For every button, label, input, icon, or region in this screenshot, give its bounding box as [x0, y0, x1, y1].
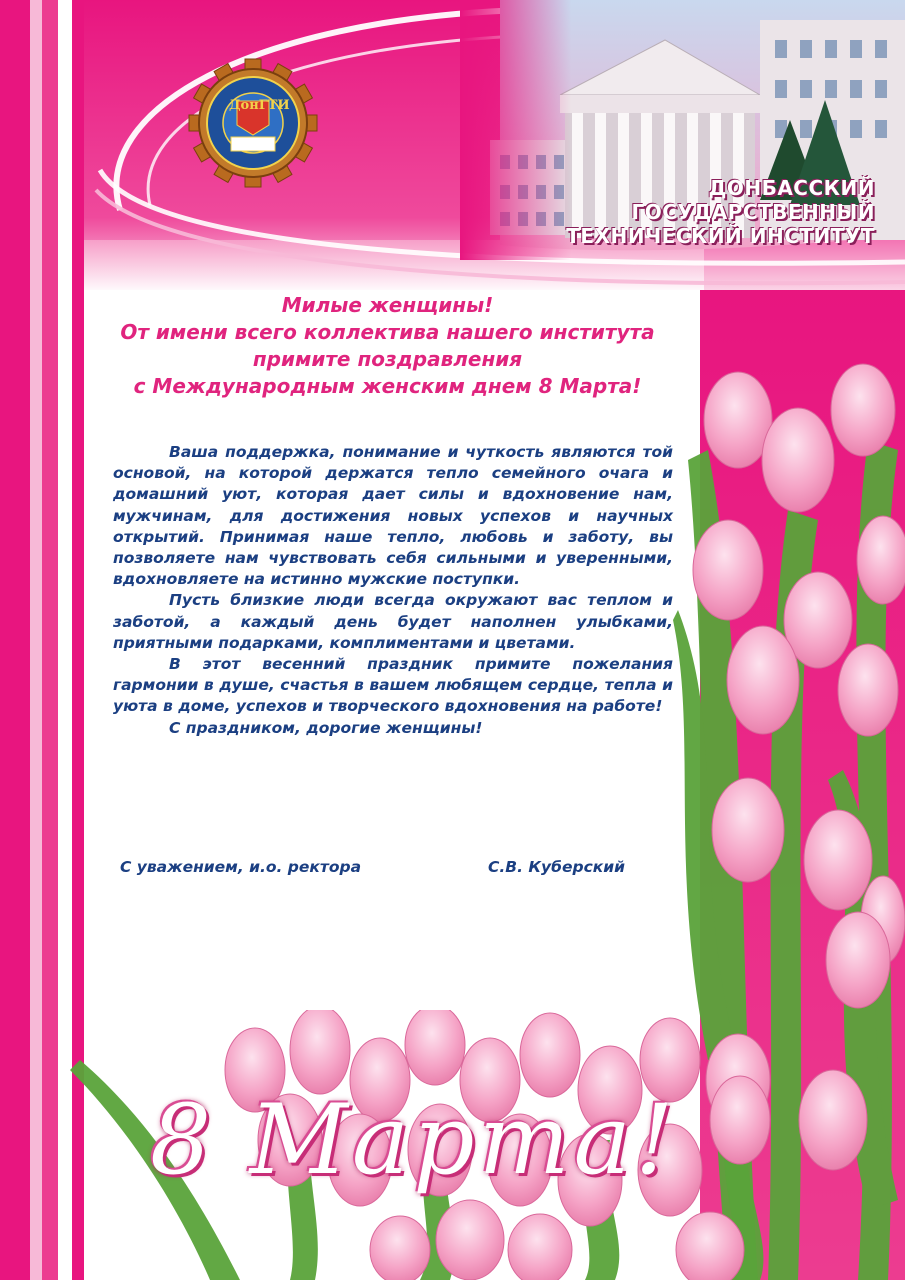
body-paragraph-3: В этот весенний праздник примите пожелания гармонии в душе, счастья в вашем любящем сердце, тепла и уюта в доме, успехов и творческого вдохновения на работе! — [113, 655, 673, 716]
heading-line2: От имени всего коллектива нашего института — [120, 320, 655, 344]
eight-march-script: 8 Марта! — [150, 1084, 678, 1196]
heading-line4: с Международным женским днем 8 Марта! — [133, 374, 642, 398]
institute-name — [566, 176, 875, 248]
heading-line1: Милые женщины! — [281, 293, 494, 317]
heading-line3: примите поздравления — [252, 347, 523, 371]
body-paragraph-1: Ваша поддержка, понимание и чуткость являются той основой, на которой держатся тепло семейного очага и домашний уют, которая дает силы и вдохновение нам, мужчинам, для достижения новых успехов и научных открытий. Принимая наше тепло, любовь и заботу, вы позволяете нам чувствовать себя сильными и уверенными, вдохновляете на истинно мужские поступки. — [113, 443, 673, 589]
greeting-body — [113, 442, 673, 739]
institute-name-line2: ГОСУДАРСТВЕННЫЙ — [631, 200, 875, 224]
signature-name: С.В. Куберский — [488, 858, 625, 876]
greeting-heading — [60, 292, 715, 400]
institute-name-line3: ТЕХНИЧЕСКИЙ ИНСТИТУТ — [566, 224, 875, 248]
body-paragraph-4: С праздником, дорогие женщины! — [169, 718, 483, 737]
body-paragraph-2: Пусть близкие люди всегда окружают вас теплом и заботой, а каждый день будет наполнен улыбками, приятными подарками, комплиментами и цветами. — [113, 591, 673, 652]
logo-abbreviation: ДонГТИ — [229, 98, 290, 113]
institute-name-line1: ДОНБАССКИЙ — [708, 176, 875, 200]
signature-title: С уважением, и.о. ректора — [120, 858, 362, 876]
institute-logo — [188, 58, 318, 188]
